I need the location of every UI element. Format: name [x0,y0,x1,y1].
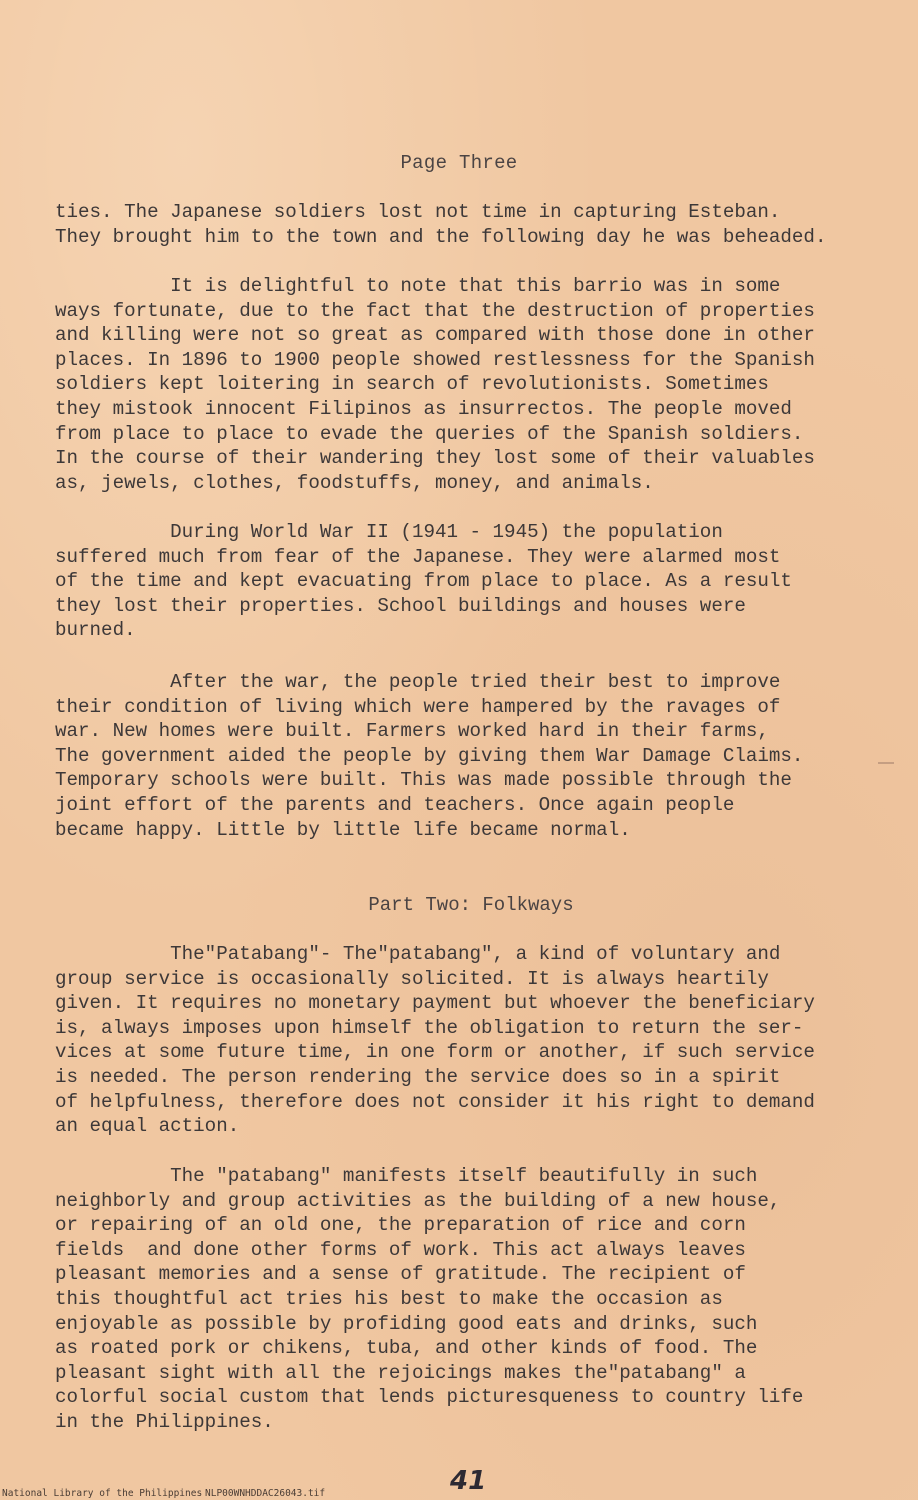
paragraph-continuation: ties. The Japanese soldiers lost not time in capturing Esteban. They brought him to the town and the following day he was beheaded. [55,201,827,248]
paragraph-patabang-manifest: The "patabang" manifests itself beautifully in such neighborly and group activities as the building of a new house, or repairing of an old one, the preparation of rice and corn fields and done other forms of work. This act always leaves pleasant memories and a sense of gratitude. The recipient of this thoughtful act tries his best to make the occasion as enjoyable as possible by profiding good eats and drinks, such as roated pork or chikens, tuba, and other kinds of food. The pleasant sight with all the rejoicings makes the"patabang" a colorful social custom that lends picturesqueness to country life in the Philippines. [55,1165,804,1433]
paper-mark [878,762,894,764]
page-header: Page Three [400,152,518,174]
footer-filename: NLP00WNHDDAC26043.tif [205,1488,326,1499]
paragraph-patabang-intro: The"Patabang"- The"patabang", a kind of voluntary and group service is occasionally solicited. It is always heartily given. It requires no monetary payment but whoever the beneficiary is, always imposes upon himself the obligation to return the ser- vices at some future time, in one form or another, if such service is needed. The person rendering the service does so in a spirit of helpfulness, therefore does not consider it his right to demand an equal action. [55,943,815,1138]
footer-source: National Library of the Philippines [2,1488,203,1499]
page-number: 41 [450,1466,487,1496]
paragraph-fortunate-barrio: It is delightful to note that this barrio was in some ways fortunate, due to the fact that the destruction of properties and killing were not so great as compared with those done in other places. In 1896 to 1900 people showed restlessness for the Spanish soldiers kept loitering in search of revolutionists. Sometimes they mistook innocent Filipinos as insurrectos. The people moved from place to place to evade the queries of the Spanish soldiers. In the course of their wandering they lost some of their valuables as, jewels, clothes, foodstuffs, money, and animals. [55,275,815,494]
section-title: Part Two: Folkways [368,894,574,916]
paragraph-after-the-war: After the war, the people tried their best to improve their condition of living which were hampered by the ravages of war. New homes were built. Farmers worked hard in their farms, The government aided the people by giving them War Damage Claims. Temporary schools were built. This was made possible through the joint effort of the parents and teachers. Once again people became happy. Little by little life became normal. [55,671,804,841]
paragraph-world-war-ii: During World War II (1941 - 1945) the population suffered much from fear of the Japanese. They were alarmed most of the time and kept evacuating from place to place. As a result they lost their properties. School buildings and houses were burned. [55,521,792,642]
